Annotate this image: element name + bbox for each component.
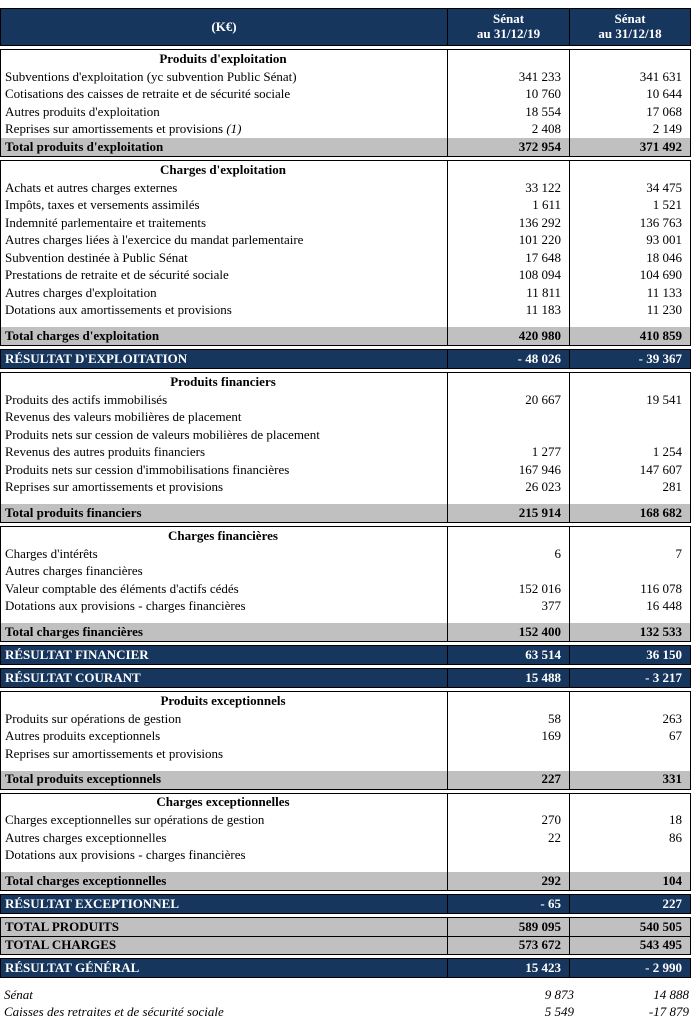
footer-label: Sénat [4,986,33,1002]
spacer-row [1,615,690,623]
value-2018: 341 631 [569,68,690,86]
row-label: Dotations aux provisions - charges financières [5,598,246,614]
value-2018: 18 046 [569,249,690,267]
value-2018 [569,794,690,812]
footnote-marker: (1) [223,121,242,137]
line-item-row [1,391,690,409]
result-block [0,894,691,914]
value-2018 [569,373,690,391]
value-2019: 420 980 [447,327,569,345]
line-item-row [1,409,690,427]
line-item-row [1,479,690,497]
line-item-row [1,197,690,215]
value-2018: 11 133 [569,284,690,302]
row-label: Charges exceptionnelles sur opérations de gestion [5,812,265,828]
value-2018: 93 001 [569,232,690,250]
value-2018: 1 521 [569,197,690,215]
footer-row [0,986,691,1003]
unit-label: (K€) [211,18,237,34]
value-2019: 341 233 [447,68,569,86]
section-title: Charges d'exploitation [159,161,287,177]
value-2018: 1 254 [569,444,690,462]
row-label: RÉSULTAT EXCEPTIONNEL [5,895,179,911]
value-2018 [569,50,690,68]
result-block [0,349,691,369]
line-item-row [1,563,690,581]
statement-body [0,49,691,978]
grand-total-row [1,918,690,936]
result-block [0,958,691,978]
row-label: Autres charges liées à l'exercice du mandat parlementaire [5,232,304,248]
value-2019: 17 648 [447,249,569,267]
col-2019-line2: au 31/12/19 [476,26,541,41]
section-title-row [1,692,690,710]
row-label: Impôts, taxes et versements assimilés [5,197,200,213]
row-label: Valeur comptable des éléments d'actifs cédés [5,580,239,596]
line-item-row [1,580,690,598]
value-2019: 1 611 [447,197,569,215]
value-2019: 152 400 [447,623,569,641]
value-2019: 589 095 [447,918,569,936]
result-block [0,645,691,665]
section-title: Charges exceptionnelles [156,794,290,810]
row-label: RÉSULTAT FINANCIER [5,646,149,662]
table-header [0,8,691,46]
value-2018 [569,409,690,427]
col-2019-line1: Sénat [492,11,525,27]
row-label: Reprises sur amortissements et provisions (1) [5,121,242,137]
row-label: Produits nets sur cession d'immobilisations financières [5,461,290,477]
value-2019: 372 954 [447,138,569,156]
line-item-row [1,121,690,139]
value-2018 [569,161,690,179]
footnotes [0,986,691,1020]
row-label: Cotisations des caisses de retraite et de sécurité sociale [5,86,291,102]
line-item-row [1,214,690,232]
value-2018: - 3 217 [569,669,690,687]
value-2018: 227 [569,895,690,913]
value-2018: 147 607 [569,461,690,479]
value-2018: - 2 990 [569,959,690,977]
value-2019: 152 016 [447,580,569,598]
value-2018: 67 [569,728,690,746]
value-2019 [447,794,569,812]
section-title: Produits d'exploitation [159,50,287,66]
value-2019: 169 [447,728,569,746]
section-title-row [1,161,690,179]
row-label: Total produits d'exploitation [5,138,164,154]
line-item-row [1,728,690,746]
result-row [1,895,690,913]
row-label: Total produits exceptionnels [5,771,162,787]
value-2019 [447,847,569,865]
row-label: Produits nets sur cession de valeurs mobilières de placement [5,426,320,442]
value-2019: 26 023 [447,479,569,497]
value-2018 [569,426,690,444]
value-2019: 22 [447,829,569,847]
value-2018 [569,527,690,545]
value-2019 [447,50,569,68]
section-title-row [1,50,690,68]
empty-cell [447,864,569,872]
col-2019-header [447,9,569,45]
value-2019: 63 514 [447,646,569,664]
value-2018: 18 [569,812,690,830]
value-2018: 331 [569,771,690,789]
line-item-row [1,847,690,865]
value-2019: 11 811 [447,284,569,302]
line-item-row [1,249,690,267]
value-2018 [569,563,690,581]
empty-cell [569,864,690,872]
value-2018: 410 859 [569,327,690,345]
spacer-row [1,864,690,872]
value-2019: 573 672 [447,937,569,954]
value-2019: 377 [447,598,569,616]
value-2018: 543 495 [569,937,690,954]
footer-value-2019: 5 549 [544,1003,574,1019]
empty-cell [1,319,447,327]
section-block [0,793,691,892]
result-row [1,669,690,687]
empty-cell [447,496,569,504]
total-row [1,872,690,890]
empty-cell [447,319,569,327]
row-label: TOTAL PRODUITS [5,918,120,934]
col-2018-line2: au 31/12/18 [598,26,662,41]
empty-cell [569,763,690,771]
footer-value-2019: 9 873 [544,986,574,1002]
section-title: Produits financiers [170,373,276,389]
grand-total-row [1,936,690,954]
line-item-row [1,829,690,847]
empty-cell [569,615,690,623]
value-2019: 20 667 [447,391,569,409]
value-2018: 34 475 [569,179,690,197]
value-2019: 15 423 [447,959,569,977]
value-2019: 108 094 [447,267,569,285]
row-label: RÉSULTAT D'EXPLOITATION [5,350,188,366]
row-label: Dotations aux amortissements et provisions [5,302,232,318]
value-2018: - 39 367 [569,350,690,368]
row-label: RÉSULTAT GÉNÉRAL [5,959,140,975]
value-2019: - 65 [447,895,569,913]
footer-value-2018: 14 888 [653,986,689,1002]
section-block [0,49,691,157]
value-2019: 270 [447,812,569,830]
row-label: Autres produits d'exploitation [5,103,160,119]
section-block [0,691,691,790]
value-2019: 33 122 [447,179,569,197]
col-2018-header [569,9,690,45]
value-2018: 16 448 [569,598,690,616]
value-2019: - 48 026 [447,350,569,368]
empty-cell [447,763,569,771]
value-2018: 281 [569,479,690,497]
value-2018: 19 541 [569,391,690,409]
value-2019: 215 914 [447,504,569,522]
section-block [0,526,691,642]
row-label: Total charges d'exploitation [5,327,160,343]
value-2019 [447,161,569,179]
total-row [1,623,690,641]
value-2019 [447,373,569,391]
spacer-row [1,319,690,327]
value-2019: 58 [447,710,569,728]
value-2018: 86 [569,829,690,847]
value-2018 [569,745,690,763]
value-2019: 292 [447,872,569,890]
unit-header-cell [1,9,447,45]
total-row [1,504,690,522]
line-item-row [1,86,690,104]
value-2019: 2 408 [447,121,569,139]
value-2019: 10 760 [447,86,569,104]
value-2018: 168 682 [569,504,690,522]
row-label: Autres charges exceptionnelles [5,829,167,845]
value-2018 [569,692,690,710]
value-2018: 36 150 [569,646,690,664]
value-2019: 227 [447,771,569,789]
value-2018: 11 230 [569,302,690,320]
spacer-row [1,763,690,771]
row-label: TOTAL CHARGES [5,937,117,953]
grand-group-block [0,917,691,955]
line-item-row [1,232,690,250]
spacer-row [1,496,690,504]
row-label: Produits des actifs immobilisés [5,391,168,407]
total-row [1,327,690,345]
value-2018: 7 [569,545,690,563]
row-label: Reprises sur amortissements et provisions [5,479,224,495]
value-2019: 1 277 [447,444,569,462]
line-item-row [1,461,690,479]
value-2018: 17 068 [569,103,690,121]
row-label: Produits sur opérations de gestion [5,710,182,726]
result-row [1,350,690,368]
value-2018: 10 644 [569,86,690,104]
empty-cell [1,615,447,623]
value-2019 [447,527,569,545]
header-row [1,9,690,45]
total-row [1,771,690,789]
line-item-row [1,302,690,320]
value-2019 [447,692,569,710]
line-item-row [1,267,690,285]
line-item-row [1,745,690,763]
result-block [0,668,691,688]
value-2019 [447,563,569,581]
section-title-row [1,373,690,391]
value-2018: 116 078 [569,580,690,598]
row-label: Revenus des autres produits financiers [5,444,206,460]
line-item-row [1,545,690,563]
empty-cell [569,319,690,327]
row-label: Autres charges d'exploitation [5,284,157,300]
row-label: Indemnité parlementaire et traitements [5,214,207,230]
line-item-row [1,284,690,302]
line-item-row [1,426,690,444]
line-item-row [1,710,690,728]
total-row [1,138,690,156]
value-2018: 371 492 [569,138,690,156]
line-item-row [1,68,690,86]
line-item-row [1,598,690,616]
value-2018: 263 [569,710,690,728]
value-2019: 18 554 [447,103,569,121]
row-label: Dotations aux provisions - charges financières [5,847,246,863]
value-2019 [447,426,569,444]
empty-cell [1,864,447,872]
row-label: Revenus des valeurs mobilières de placement [5,409,242,425]
value-2019: 101 220 [447,232,569,250]
result-row [1,646,690,664]
line-item-row [1,812,690,830]
row-label: Total charges financières [5,623,143,639]
empty-cell [1,496,447,504]
row-label: Total produits financiers [5,504,142,520]
section-block [0,160,691,346]
value-2018: 540 505 [569,918,690,936]
value-2019: 167 946 [447,461,569,479]
line-item-row [1,179,690,197]
value-2019: 6 [447,545,569,563]
value-2019: 136 292 [447,214,569,232]
value-2019 [447,745,569,763]
footer-value-2018: -17 879 [648,1003,689,1019]
section-title-row [1,794,690,812]
line-item-row [1,103,690,121]
row-label: RÉSULTAT COURANT [5,669,141,685]
value-2018: 2 149 [569,121,690,139]
row-label: Subvention destinée à Public Sénat [5,249,188,265]
empty-cell [1,763,447,771]
value-2018: 104 690 [569,267,690,285]
row-label: Prestations de retraite et de sécurité sociale [5,267,229,283]
section-title-row [1,527,690,545]
row-label: Achats et autres charges externes [5,179,178,195]
row-label: Total charges exceptionnelles [5,872,167,888]
row-label: Charges d'intérêts [5,545,98,561]
empty-cell [569,496,690,504]
footer-row [0,1003,691,1020]
row-label: Subventions d'exploitation (yc subvention Public Sénat) [5,68,297,84]
section-title: Produits exceptionnels [160,692,286,708]
section-title: Charges financières [168,527,278,543]
value-2019 [447,409,569,427]
row-label: Reprises sur amortissements et provisions [5,745,224,761]
value-2018: 104 [569,872,690,890]
row-label: Autres produits exceptionnels [5,728,161,744]
result-row [1,959,690,977]
value-2019: 15 488 [447,669,569,687]
footer-label: Caisses des retraites et de sécurité sociale [4,1003,224,1019]
value-2018: 132 533 [569,623,690,641]
value-2019: 11 183 [447,302,569,320]
col-2018-line1: Sénat [614,11,646,27]
value-2018: 136 763 [569,214,690,232]
line-item-row [1,444,690,462]
empty-cell [447,615,569,623]
section-block [0,372,691,523]
row-label: Autres charges financières [5,563,143,579]
value-2018 [569,847,690,865]
